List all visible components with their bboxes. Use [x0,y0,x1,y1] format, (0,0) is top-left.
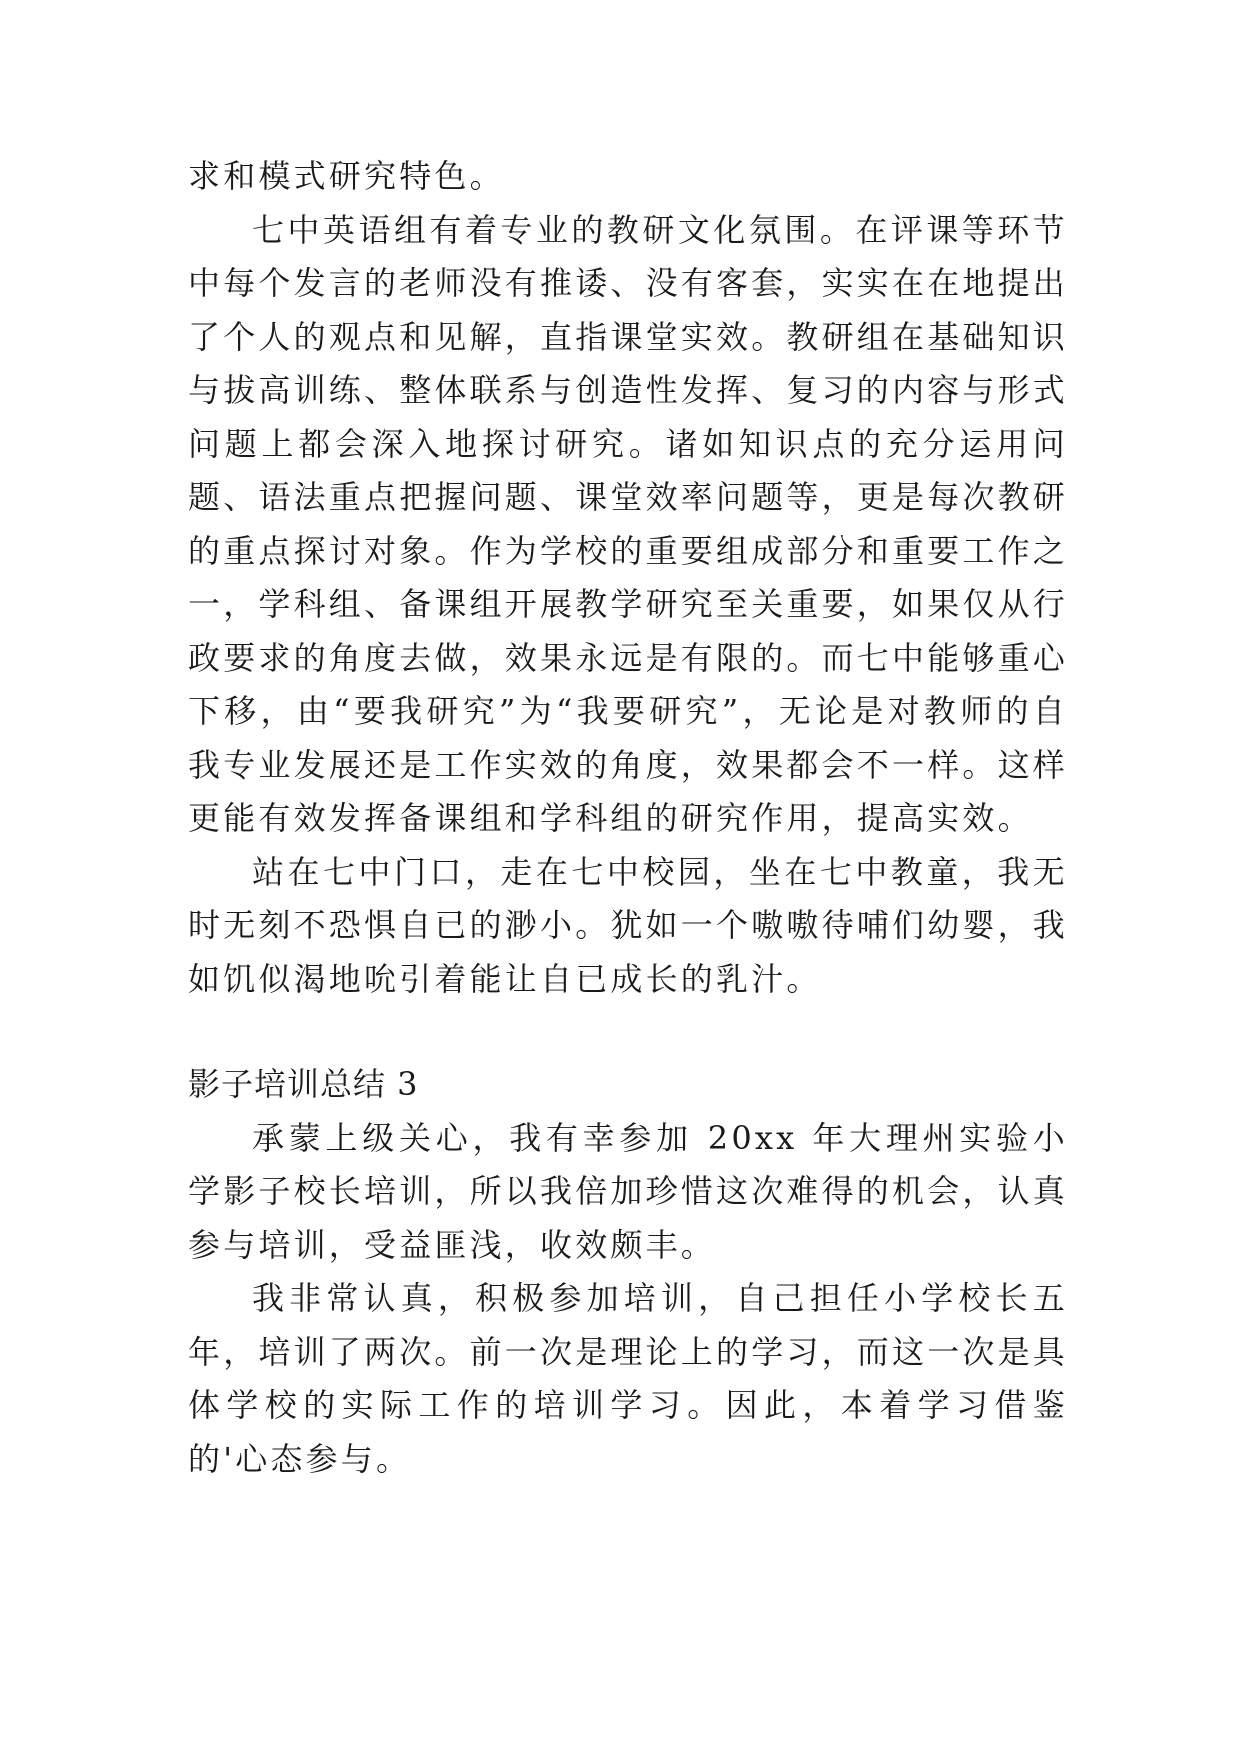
section-heading: 影子培训总结 3 [188,1065,419,1103]
paragraph-training-attitude: 我非常认真，积极参加培训，自己担任小学校长五年，培训了两次。前一次是理论上的学习，而这一次是具体学校的实际工作的培训学习。因此，本着学习借鉴的'心态参与。 [188,1279,1069,1478]
document-body [188,150,1068,1486]
paragraph-school-gate: 站在七中门口，走在七中校园，坐在七中教童，我无时无刻不恐惧自已的渺小。犹如一个嗷嗷待哺们幼婴，我如饥似渴地吮引着能让自已成长的乳汁。 [188,852,1069,998]
paragraph-training-intro: 承蒙上级关心，我有幸参加 20xx 年大理州实验小学影子校长培训，所以我倍加珍惜这次难得的机会，认真参与培训，受益匪浅，收效颇丰。 [188,1118,1069,1264]
paragraph-continuation: 求和模式研究特色。 [188,157,505,195]
paragraph-english-group: 七中英语组有着专业的教研文化氛围。在评课等环节中每个发言的老师没有推诿、没有客套，实实在在地提出了个人的观点和见解，直指课堂实效。教研组在基础知识与拔高训练、整体联系与创造性发挥、复习的内容与形式问题上都会深入地探讨研究。诸如知识点的充分运用问题、语法重点把握问题、课堂效率问题等，更是每次教研的重点探讨对象。作为学校的重要组成部分和重要工作之一，学科组、备课组开展教学研究至关重要，如果仅从行政要求的角度去做，效果永远是有限的。而七中能够重心下移，由“要我研究”为“我要研究”，无论是对教师的自我专业发展还是工作实效的角度，效果都会不一样。这样更能有效发挥备课组和学科组的研究作用，提高实效。 [188,210,1069,837]
